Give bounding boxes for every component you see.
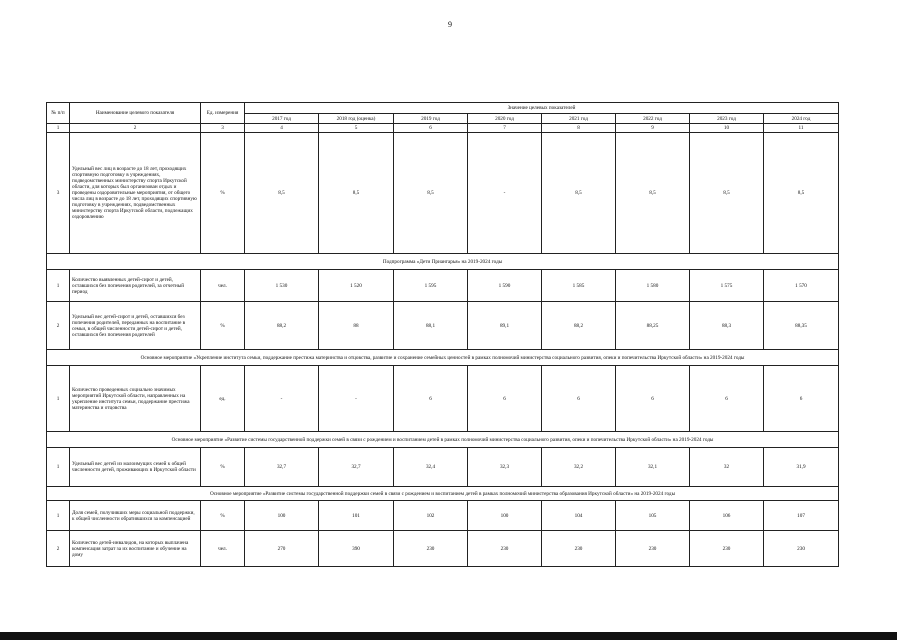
- row-number: 1: [47, 448, 70, 487]
- unit: %: [201, 133, 245, 254]
- unit: %: [201, 302, 245, 350]
- indicator-name: Удельный вес лиц в возрасте до 18 лет, проходящих спортивную подготовку в учреждениях, подведомственных министерству спорта Иркутской области, для которых был организован отдых и проведены оздоровительные мероприятия, от общего числа лиц в возрасте до 18 лет, проходящих спортивную подготовку в учреждениях, подведомственных министерству спорта Иркутской области, подлежащих оздоровлению: [70, 133, 201, 254]
- year-value: 8,5: [764, 133, 839, 254]
- header-year: 2022 год: [616, 114, 690, 124]
- year-value: 230: [542, 531, 616, 567]
- year-value: 88,35: [764, 302, 839, 350]
- header-year: 2023 год: [690, 114, 764, 124]
- year-value: 230: [690, 531, 764, 567]
- header-unit: Ед. измерения: [201, 103, 245, 124]
- indicator-name: Количество детей-инвалидов, на которых выплачена компенсация затрат за их воспитание и обучение на дому: [70, 531, 201, 567]
- year-value: 32: [690, 448, 764, 487]
- year-value: 270: [245, 531, 319, 567]
- row-number: 2: [47, 531, 70, 567]
- year-value: 107: [764, 501, 839, 531]
- column-number: 2: [70, 124, 201, 133]
- year-value: 1 570: [764, 270, 839, 302]
- year-value: 89,1: [468, 302, 542, 350]
- year-value: 8,5: [245, 133, 319, 254]
- indicator-name: Количество проведенных социально значимых мероприятий Иркутской области, направленных на укрепление института семьи, поддержание престижа материнства и отцовства: [70, 366, 201, 432]
- year-value: 230: [394, 531, 468, 567]
- header-year: 2020 год: [468, 114, 542, 124]
- column-number: 9: [616, 124, 690, 133]
- year-value: 88,3: [690, 302, 764, 350]
- indicator-name: Доля семей, получивших меры социальной поддержки, к общей численности обратившихся за компенсацией: [70, 501, 201, 531]
- indicator-name: Удельный вес детей из малоимущих семей к общей численности детей, проживающих в Иркутской области: [70, 448, 201, 487]
- year-value: 104: [542, 501, 616, 531]
- scan-bottom-edge: [0, 632, 897, 640]
- year-value: -: [319, 366, 394, 432]
- table-row: [47, 302, 839, 350]
- year-value: 88: [319, 302, 394, 350]
- indicator-name: Количество выявленных детей-сирот и детей, оставшихся без попечения родителей, за отчетный период: [70, 270, 201, 302]
- year-value: 88,2: [245, 302, 319, 350]
- unit: %: [201, 448, 245, 487]
- column-number: 6: [394, 124, 468, 133]
- year-value: 230: [616, 531, 690, 567]
- table-row: [47, 531, 839, 567]
- page-number: 9: [448, 20, 452, 29]
- year-value: 1 585: [542, 270, 616, 302]
- section-title: Основное мероприятие «Развитие системы государственной поддержки семей в связи с рождением и воспитанием детей в рамках полномочий министерства образования Иркутской области» на 2019-2024 годы: [47, 487, 839, 501]
- year-value: 8,5: [542, 133, 616, 254]
- year-value: 1 520: [319, 270, 394, 302]
- section-row: [47, 432, 839, 448]
- table-row: [47, 133, 839, 254]
- header-year: 2019 год: [394, 114, 468, 124]
- unit: чел.: [201, 270, 245, 302]
- header-year: 2018 год (оценка): [319, 114, 394, 124]
- unit: ед.: [201, 366, 245, 432]
- year-value: 6: [542, 366, 616, 432]
- section-row: [47, 487, 839, 501]
- year-value: 101: [319, 501, 394, 531]
- column-number: 11: [764, 124, 839, 133]
- year-value: 32,4: [394, 448, 468, 487]
- year-value: 106: [690, 501, 764, 531]
- year-value: 32,3: [468, 448, 542, 487]
- year-value: 8,5: [690, 133, 764, 254]
- table-row: [47, 270, 839, 302]
- row-number: 2: [47, 302, 70, 350]
- section-title: Основное мероприятие «Развитие системы государственной поддержки семей в связи с рождением и воспитанием детей в рамках полномочий министерства социального развития, опеки и попечительства Иркутской области» на 2019-2024 годы: [47, 432, 839, 448]
- column-number: 1: [47, 124, 70, 133]
- year-value: 8,5: [616, 133, 690, 254]
- column-number: 3: [201, 124, 245, 133]
- header-year: 2024 год: [764, 114, 839, 124]
- year-value: 32,7: [319, 448, 394, 487]
- section-row: [47, 350, 839, 366]
- target-indicators-table: [46, 102, 839, 567]
- row-number: 3: [47, 133, 70, 254]
- year-value: 6: [764, 366, 839, 432]
- year-value: 31,9: [764, 448, 839, 487]
- year-value: 100: [245, 501, 319, 531]
- year-value: 32,7: [245, 448, 319, 487]
- year-value: 88,2: [542, 302, 616, 350]
- year-value: 230: [468, 531, 542, 567]
- year-value: 1 530: [245, 270, 319, 302]
- unit: чел.: [201, 531, 245, 567]
- row-number: 1: [47, 270, 70, 302]
- year-value: -: [468, 133, 542, 254]
- year-value: 8,5: [394, 133, 468, 254]
- year-value: 1 595: [394, 270, 468, 302]
- column-number: 4: [245, 124, 319, 133]
- section-title: Подпрограмма «Дети Приангарья» на 2019-2024 годы: [47, 254, 839, 270]
- year-value: 88,25: [616, 302, 690, 350]
- year-value: 390: [319, 531, 394, 567]
- header-year: 2017 год: [245, 114, 319, 124]
- column-number: 10: [690, 124, 764, 133]
- year-value: 6: [468, 366, 542, 432]
- unit: %: [201, 501, 245, 531]
- year-value: 1 590: [468, 270, 542, 302]
- table-row: [47, 366, 839, 432]
- year-value: 1 575: [690, 270, 764, 302]
- section-row: [47, 254, 839, 270]
- year-value: 230: [764, 531, 839, 567]
- header-num: № п/п: [47, 103, 70, 124]
- year-value: 88,1: [394, 302, 468, 350]
- header-year: 2021 год: [542, 114, 616, 124]
- header-name: Наименование целевого показателя: [70, 103, 201, 124]
- year-value: -: [245, 366, 319, 432]
- year-value: 32,2: [542, 448, 616, 487]
- row-number: 1: [47, 366, 70, 432]
- column-number: 7: [468, 124, 542, 133]
- column-number: 5: [319, 124, 394, 133]
- row-number: 1: [47, 501, 70, 531]
- table-row: [47, 501, 839, 531]
- year-value: 1 580: [616, 270, 690, 302]
- year-value: 100: [468, 501, 542, 531]
- column-number: 8: [542, 124, 616, 133]
- year-value: 6: [394, 366, 468, 432]
- year-value: 32,1: [616, 448, 690, 487]
- year-value: 8,5: [319, 133, 394, 254]
- year-value: 6: [690, 366, 764, 432]
- section-title: Основное мероприятие «Укрепление института семьи, поддержание престижа материнства и отцовства, развитие и сохранение семейных ценностей в рамках полномочий министерства социального развития, опеки и попечительства Иркутской области» на 2019-2024 годы: [47, 350, 839, 366]
- indicator-name: Удельный вес детей-сирот и детей, оставшихся без попечения родителей, переданных на воспитание в семьи, в общей численности детей-сирот и детей, оставшихся без попечения родителей: [70, 302, 201, 350]
- year-value: 105: [616, 501, 690, 531]
- year-value: 6: [616, 366, 690, 432]
- year-value: 102: [394, 501, 468, 531]
- header-values-group: Значение целевых показателей: [245, 103, 839, 114]
- table-row: [47, 448, 839, 487]
